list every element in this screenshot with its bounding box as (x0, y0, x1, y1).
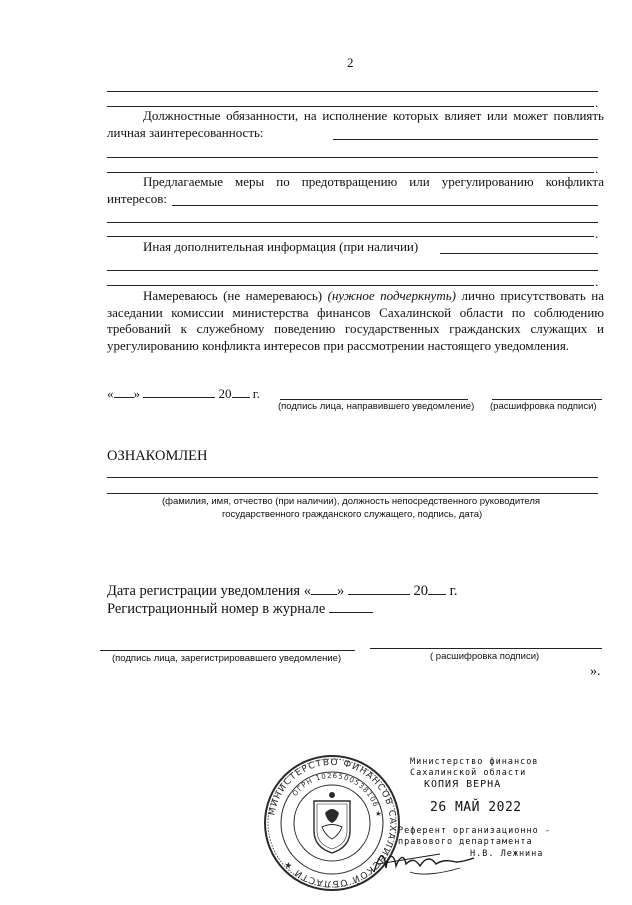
intention-lead: Намереваюсь (не намереваюсь) (143, 288, 323, 303)
signature-line[interactable] (280, 399, 468, 400)
acknowledged-caption-2: государственного гражданского служащего, подпись, дата) (222, 509, 483, 520)
registration-month-field[interactable] (348, 582, 410, 595)
acknowledged-line[interactable] (107, 493, 598, 494)
caption-decoding: (расшифровка подписи) (490, 401, 597, 412)
signature-date-row: « » 20 г. (107, 386, 260, 401)
measures-label: Предлагаемые меры по предотвращению или урегулированию конфликта интересов: (107, 174, 604, 206)
blank-line (107, 270, 598, 271)
page-number: 2 (347, 55, 354, 70)
registration-number-row: Регистрационный номер в журнале (107, 600, 373, 618)
intention-paragraph (107, 288, 604, 354)
stamp-line-5: правового департамента (398, 837, 533, 847)
stamp-line-4: Референт организационно - (398, 826, 551, 836)
registrar-caption-decoding: ( расшифровка подписи) (430, 651, 540, 662)
registration-number-field[interactable] (329, 600, 373, 613)
registrar-decoding-line[interactable] (370, 648, 602, 649)
svg-text:МИНИСТЕРСТВО ФИНАНСОВ САХАЛИНС: МИНИСТЕРСТВО ФИНАНСОВ САХАЛИНСКОЙ ОБЛАСТИ ★ (267, 757, 398, 889)
stamp-line-6: Н.В. Лежнина (470, 849, 544, 859)
registration-year-field[interactable] (428, 582, 446, 595)
stamp-line-2: Сахалинской области (410, 768, 527, 778)
decoding-line[interactable] (492, 399, 602, 400)
month-field[interactable] (143, 385, 215, 398)
duties-label: Должностные обязанности, на исполнение которых влияет или может повлиять личная заинтересованность: (107, 108, 604, 140)
registration-day-field[interactable] (311, 582, 337, 595)
blank-line (107, 106, 594, 107)
stamp-line-3: КОПИЯ ВЕРНА (424, 779, 502, 790)
stamp-line-1: Министерство финансов (410, 757, 539, 767)
duties-input-line[interactable] (333, 139, 598, 140)
registrar-caption-signature: (подпись лица, зарегистрировавшего уведомление) (112, 653, 342, 664)
intention-italic-note: (нужное подчеркнуть) (327, 288, 456, 303)
closing-quote: ». (590, 664, 601, 679)
svg-text:ОГРН 1026500538106 ★: ОГРН 1026500538106 ★ (290, 771, 383, 819)
blank-line (107, 157, 598, 158)
blank-line (107, 285, 594, 286)
blank-line (107, 172, 594, 173)
day-field[interactable] (114, 385, 134, 398)
other-info-label: Иная дополнительная информация (при наличии) (143, 239, 419, 254)
blank-line (107, 236, 594, 237)
measures-input-line[interactable] (172, 205, 598, 206)
acknowledged-title: ОЗНАКОМЛЕН (107, 448, 208, 464)
registrar-signature-line[interactable] (100, 650, 355, 651)
blank-line (107, 91, 598, 92)
blank-line (107, 222, 598, 223)
registration-date-row: Дата регистрации уведомления « » 20 г. (107, 583, 458, 599)
handwritten-signature (370, 842, 480, 882)
acknowledged-caption-1: (фамилия, имя, отчество (при наличии), должность непосредственного руководителя (162, 496, 541, 507)
caption-signature: (подпись лица, направившего уведомление) (278, 401, 475, 412)
acknowledged-line[interactable] (107, 477, 598, 478)
other-info-input-line[interactable] (440, 253, 598, 254)
intention-rest: лично присутствовать на заседании комиссии министерства финансов Сахалинской области по соблюдению требований к служебному поведению государственных гражданских служащих и урегулированию конфликта интересов при рассмотрении настоящего уведомления. (107, 288, 604, 353)
stamp-date: 26 МАЙ 2022 (430, 800, 522, 815)
year-field[interactable] (232, 385, 250, 398)
